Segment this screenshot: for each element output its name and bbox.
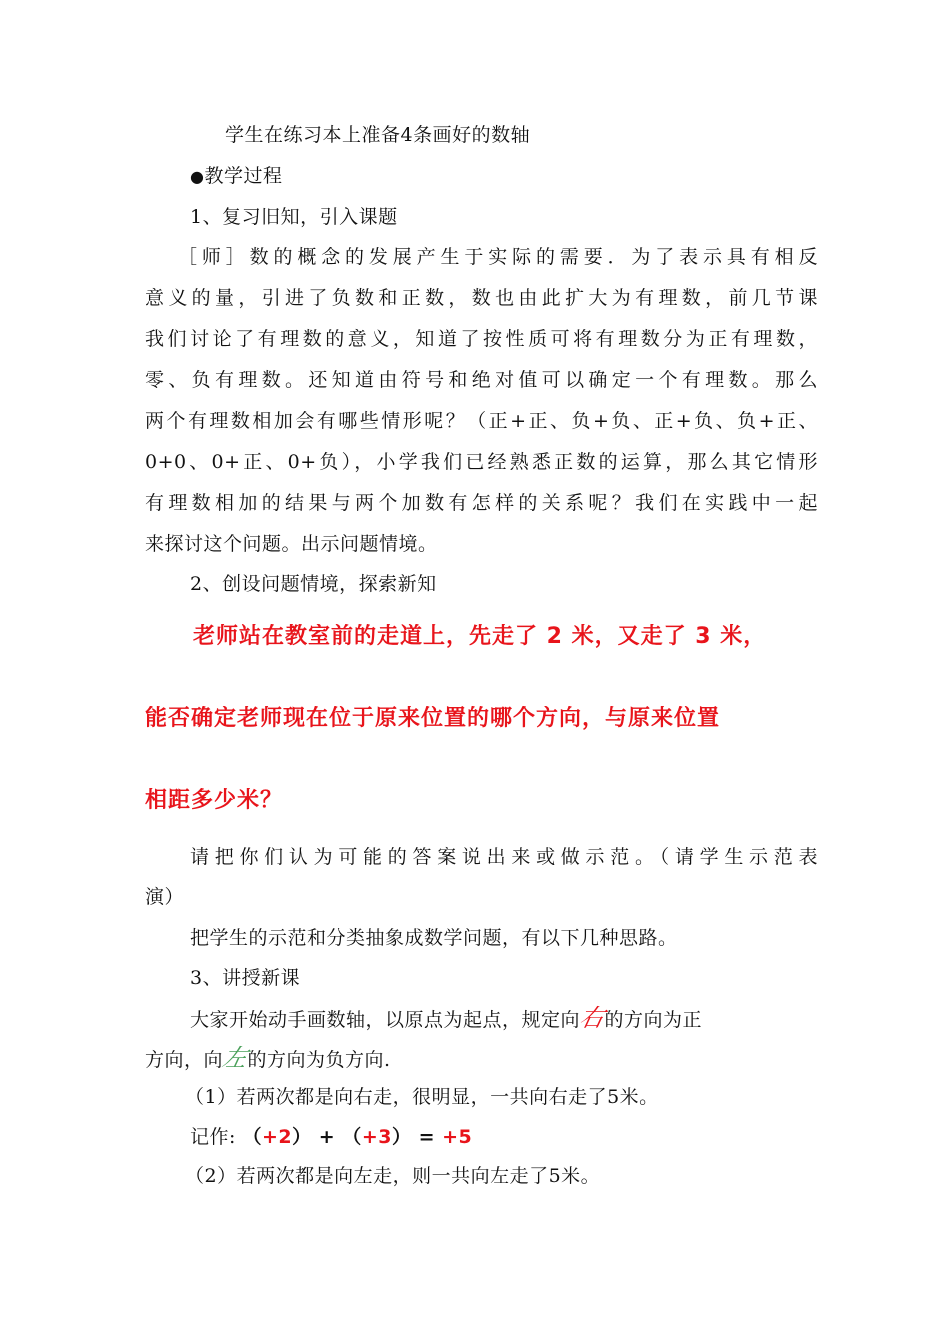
process-heading-text: 教学过程 xyxy=(204,165,283,187)
paragraph1-line7: 有理数相加的结果与两个加数有怎样的关系呢？我们在实践中一起 xyxy=(145,492,818,514)
problem-line1: 老师站在教室前的走道上，先走了 2 米，又走了 3 米， xyxy=(193,624,767,649)
step2-heading: 2、创设问题情境，探索新知 xyxy=(190,573,437,595)
paragraph1-line3: 我们讨论了有理数的意义，知道了按性质可将有理数分为正有理数， xyxy=(145,328,818,350)
paragraph4-line2 xyxy=(145,1043,818,1075)
problem-line3: 相距多少米？ xyxy=(145,788,284,813)
case1-line: （1）若两次都是向右走，很明显，一共向右走了5米。 xyxy=(185,1086,659,1108)
paragraph1-line2: 意义的量，引进了负数和正数，数也由此扩大为有理数，前几节课 xyxy=(145,287,818,309)
formula-plus: + xyxy=(318,1126,336,1148)
record-label: 记作: xyxy=(190,1126,236,1148)
paragraph1-line4: 零、负有理数。还知道由符号和绝对值可以确定一个有理数。那么 xyxy=(145,369,818,391)
paragraph1-line1: ［师］数的概念的发展产生于实际的需要．为了表示具有相反 xyxy=(178,246,818,268)
paragraph1-line8: 来探讨这个问题。出示问题情境。 xyxy=(145,533,438,555)
bullet-icon: ● xyxy=(190,167,205,186)
formula-addend1: +2 xyxy=(261,1126,293,1148)
paragraph1-line6: 0+0、0+正、0+负），小学我们已经熟悉正数的运算，那么其它情形 xyxy=(145,451,818,473)
left-direction-word: 左 xyxy=(220,1044,251,1072)
paragraph4-text-d: 的方向为负方向. xyxy=(247,1049,391,1071)
paragraph2-line2: 演） xyxy=(145,886,185,908)
problem-line2: 能否确定老师现在位于原来位置的哪个方向，与原来位置 xyxy=(145,706,721,731)
formula-equals: = xyxy=(418,1126,436,1148)
formula xyxy=(242,1126,472,1148)
formula-open-paren2: （ xyxy=(342,1126,362,1148)
paragraph4-text-a: 大家开始动手画数轴，以原点为起点，规定向 xyxy=(190,1009,581,1031)
formula-close-paren2: ） xyxy=(391,1126,412,1148)
formula-result: +5 xyxy=(442,1126,473,1148)
paragraph3: 把学生的示范和分类抽象成数学问题，有以下几种思路。 xyxy=(190,927,678,949)
formula-open-paren: （ xyxy=(242,1126,262,1148)
step1-heading: 1、复习旧知，引入课题 xyxy=(190,206,398,228)
paragraph4-text-c: 方向，向 xyxy=(145,1049,224,1071)
formula-line xyxy=(190,1126,818,1148)
paragraph4-line1 xyxy=(190,1003,818,1035)
process-heading xyxy=(190,165,818,188)
right-direction-word: 右 xyxy=(577,1004,608,1032)
paragraph1-line5: 两个有理数相加会有哪些情形呢？（正+正、负+负、正+负、负+正、 xyxy=(145,410,818,432)
paragraph2-line1: 请把你们认为可能的答案说出来或做示范。（请学生示范表 xyxy=(190,846,818,868)
prep-line: 学生在练习本上准备4条画好的数轴 xyxy=(225,124,531,146)
formula-close-paren: ） xyxy=(292,1126,312,1148)
paragraph4-text-b: 的方向为正 xyxy=(604,1009,703,1031)
formula-addend2: +3 xyxy=(361,1126,392,1148)
step3-heading: 3、讲授新课 xyxy=(190,967,301,989)
case2-line: （2）若两次都是向左走，则一共向左走了5米。 xyxy=(185,1165,601,1187)
